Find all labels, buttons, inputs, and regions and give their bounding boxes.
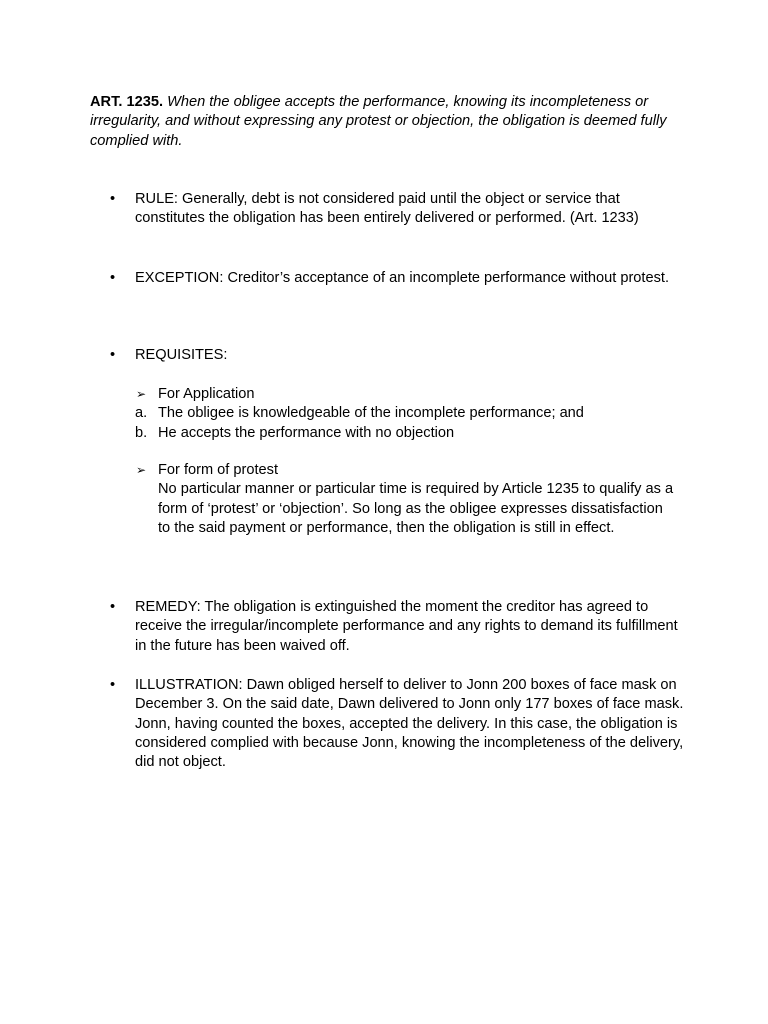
article-text: When the obligee accepts the performance, knowing its incompleteness or irregularity, and without expressing any protest or objection, the obligation is deemed fully complied with. [90, 94, 667, 149]
exception-text: EXCEPTION: Creditor’s acceptance of an incomplete performance without protest. [135, 270, 670, 286]
requisites-heading: REQUISITES: [135, 347, 228, 363]
bullet-icon: • [110, 270, 116, 286]
list-marker: b. [135, 424, 148, 441]
requisites-item [90, 346, 690, 365]
bullet-icon: • [110, 599, 116, 615]
protest-section [90, 461, 690, 538]
article-paragraph [90, 93, 680, 151]
rule-item [90, 190, 690, 229]
exception-item [90, 269, 690, 288]
bullet-icon: • [110, 347, 116, 363]
list-marker: a. [135, 405, 148, 422]
list-item-text: The obligee is knowledgeable of the incomplete performance; and [158, 405, 584, 422]
remedy-item [90, 598, 690, 656]
arrow-bullet-icon: ➢ [136, 387, 147, 401]
application-heading: For Application [158, 386, 255, 402]
bullet-icon: • [110, 191, 116, 207]
protest-heading: For form of protest [158, 462, 279, 478]
illustration-text: ILLUSTRATION: Dawn obliged herself to deliver to Jonn 200 boxes of face mask on December 3. On the said date, Dawn delivered to Jonn only 177 boxes of face mask. Jonn, having counted the boxes, accepted the delivery. In this case, the obligation is considered complied with because Jonn, knowing the incompleteness of the delivery, did not object. [135, 677, 684, 771]
rule-text: RULE: Generally, debt is not considered paid until the object or service that constitutes the obligation has been entirely delivered or performed. (Art. 1233) [135, 191, 639, 227]
list-item-text: He accepts the performance with no objection [158, 424, 455, 441]
arrow-bullet-icon: ➢ [136, 463, 147, 477]
list-item [90, 424, 690, 443]
illustration-item [90, 676, 690, 772]
remedy-text: REMEDY: The obligation is extinguished the moment the creditor has agreed to receive the irregular/incomplete performance and any rights to demand its fulfillment in the future has been waived off. [135, 599, 678, 654]
protest-text: No particular manner or particular time is required by Article 1235 to qualify as a form of ‘protest’ or ‘objection’. So long as the obligee expresses dissatisfaction to the said payment or performance, then the obligation is still in effect. [158, 481, 674, 536]
list-item [90, 404, 690, 423]
article-label: ART. 1235. [90, 94, 164, 110]
bullet-icon: • [110, 677, 116, 693]
application-section [90, 385, 690, 443]
